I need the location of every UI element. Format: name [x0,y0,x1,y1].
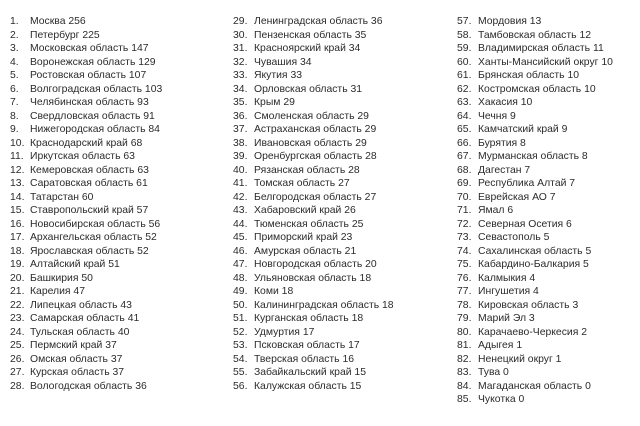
list-item-text: Белгородская область 27 [254,191,377,203]
list-item [457,177,613,191]
list-item-number: 51 . [233,312,254,326]
list-item [10,353,162,367]
list-item-text: Тува 0 [478,367,509,378]
list-column-2 [233,15,394,393]
list-item-text: Приморский край 23 [254,232,353,243]
list-item-text: Башкирия 50 [30,272,93,284]
list-item [233,339,394,353]
list-item-number: 42 . [233,191,254,205]
list-item-number: 24 . [10,326,30,340]
list-item-text: Волгоградская область 103 [30,83,163,95]
list-item [233,191,394,205]
list-item-number: 44 . [233,218,254,232]
list-item [10,366,162,380]
list-item [10,299,162,313]
list-item [233,150,394,164]
list-item-number: 8 . [10,110,30,124]
list-item [233,245,394,259]
list-item [10,123,162,137]
list-item-text: Пензенская область 35 [254,29,367,41]
list-item [10,218,162,232]
list-item [457,353,613,367]
list-item-text: Астраханская область 29 [254,124,377,135]
list-item-text: Калужская область 15 [254,380,362,392]
list-item-text: Забайкальский край 15 [254,367,366,378]
list-item [10,380,162,394]
list-item-number: 78 . [457,299,478,313]
list-item [457,69,613,83]
list-item [10,204,162,218]
list-item-number: 45 . [233,231,254,245]
list-item-text: Саратовская область 61 [30,178,148,189]
list-item-number: 7 . [10,96,30,110]
list-item-text: Калининградская область 18 [254,299,394,311]
list-item [457,42,613,56]
list-item-text: Карачаево-Черкесия 2 [478,326,587,338]
list-item [233,258,394,272]
list-item-number: 82 . [457,353,478,367]
list-item [457,164,613,178]
list-item-text: Ставропольский край 57 [30,205,149,216]
list-item [457,29,613,43]
list-item-number: 13 . [10,177,30,191]
list-item-number: 55 . [233,366,254,380]
list-item-text: Еврейская АО 7 [478,191,556,203]
list-item-text: Хакасия 10 [478,97,533,108]
list-item [457,299,613,313]
list-item [457,15,613,29]
list-item-text: Красноярский край 34 [254,43,361,54]
list-item [233,29,394,43]
list-item-number: 77 . [457,285,478,299]
list-item [233,380,394,394]
list-item-number: 31 . [233,42,254,56]
list-item-text: Хабаровский край 26 [254,205,356,216]
list-item-number: 46 . [233,245,254,259]
list-item-text: Ростовская область 107 [30,70,147,81]
list-item-number: 64 . [457,110,478,124]
list-item-text: Иркутская область 63 [30,151,135,162]
list-item-number: 21 . [10,285,30,299]
list-item-text: Смоленская область 29 [254,110,369,122]
list-item-number: 48 . [233,272,254,286]
list-item-text: Омская область 37 [30,353,123,365]
list-item [10,83,162,97]
list-item-text: Чечня 9 [478,110,516,122]
list-item [233,218,394,232]
list-item [457,285,613,299]
list-item-number: 5 . [10,69,30,83]
list-item [457,218,613,232]
list-item-text: Новосибирская область 56 [30,218,161,230]
list-item-text: Карелия 47 [30,286,85,297]
list-item-number: 72 . [457,218,478,232]
list-item-number: 67 . [457,150,478,164]
list-item-text: Ненецкий округ 1 [478,353,562,365]
list-item [233,177,394,191]
list-item-text: Тюменская область 25 [254,218,364,230]
list-item-text: Курганская область 18 [254,313,364,324]
list-item [457,83,613,97]
list-item [457,258,613,272]
list-item [233,272,394,286]
list-item-text: Ямал 6 [478,205,514,216]
list-item-text: Сахалинская область 5 [478,245,592,257]
list-item [457,96,613,110]
list-item [233,326,394,340]
list-item [233,231,394,245]
list-item [10,15,162,29]
list-item [457,312,613,326]
list-item-text: Рязанская область 28 [254,164,360,176]
list-item [233,137,394,151]
list-item-number: 83 . [457,366,478,380]
list-item-number: 23 . [10,312,30,326]
list-item-number: 28 . [10,380,30,394]
list-item [233,110,394,124]
list-item [457,56,613,70]
list-item [10,312,162,326]
list-item-text: Северная Осетия 6 [478,218,572,230]
list-item-text: Ярославская область 52 [30,245,149,257]
list-item [457,231,613,245]
list-item-text: Амурская область 21 [254,245,357,257]
list-item-number: 32 . [233,56,254,70]
list-item-text: Оренбургская область 28 [254,151,377,162]
list-item [457,326,613,340]
list-item [233,42,394,56]
list-item [10,164,162,178]
list-item-text: Кемеровская область 63 [30,164,149,176]
list-item-number: 4 . [10,56,30,70]
list-item-text: Петербург 225 [30,29,100,41]
list-item-number: 29 . [233,15,254,29]
list-item-text: Новгородская область 20 [254,259,377,270]
list-item-number: 14 . [10,191,30,205]
list-item-text: Нижегородская область 84 [30,124,160,135]
list-item-text: Ханты-Мансийский округ 10 [478,56,613,68]
list-item-text: Краснодарский край 68 [30,137,143,149]
list-item-number: 10 . [10,137,30,151]
list-item-number: 84 . [457,380,478,394]
list-item [457,380,613,394]
list-item-number: 39 . [233,150,254,164]
list-item-number: 65 . [457,123,478,137]
list-item-number: 9 . [10,123,30,137]
list-item [233,312,394,326]
list-item-number: 60 . [457,56,478,70]
list-item-number: 36 . [233,110,254,124]
list-item-number: 71 . [457,204,478,218]
list-item-text: Челябинская область 93 [30,97,149,108]
list-item-number: 35 . [233,96,254,110]
list-item [10,110,162,124]
list-item-number: 34 . [233,83,254,97]
list-item-text: Московская область 147 [30,43,149,54]
list-item-text: Свердловская область 91 [30,110,155,122]
list-item-number: 1 . [10,15,30,29]
list-item-number: 22 . [10,299,30,313]
list-item-text: Самарская область 41 [30,313,140,324]
list-item [10,42,162,56]
list-item [10,69,162,83]
list-item-number: 59 . [457,42,478,56]
list-item-number: 38 . [233,137,254,151]
list-item-number: 79 . [457,312,478,326]
list-item-text: Камчатский край 9 [478,124,568,135]
list-item [457,272,613,286]
list-item [10,150,162,164]
list-column-1 [10,15,162,393]
list-item-number: 85 . [457,393,478,407]
list-item-text: Москва 256 [30,16,86,27]
list-item [233,285,394,299]
list-item-text: Вологодская область 36 [30,380,147,392]
list-item [10,191,162,205]
list-item-number: 81 . [457,339,478,353]
list-item [233,299,394,313]
list-item [10,326,162,340]
list-item [457,191,613,205]
list-item-number: 41 . [233,177,254,191]
list-item-number: 43 . [233,204,254,218]
list-column-3 [457,15,613,407]
list-item-text: Ульяновская область 18 [254,272,372,284]
list-item-text: Ленинградская область 36 [254,16,383,27]
list-item-text: Курская область 37 [30,367,125,378]
list-item [457,110,613,124]
list-item-number: 50 . [233,299,254,313]
list-item-text: Тамбовская область 12 [478,29,591,41]
list-item-text: Республика Алтай 7 [478,178,576,189]
list-item-number: 15 . [10,204,30,218]
list-item [457,366,613,380]
list-item-text: Чувашия 34 [254,56,312,68]
list-item-number: 33 . [233,69,254,83]
list-item-number: 70 . [457,191,478,205]
list-item-text: Тверская область 16 [254,353,355,365]
list-item [233,83,394,97]
list-item-text: Воронежская область 129 [30,56,156,68]
list-item-number: 12 . [10,164,30,178]
list-item [10,245,162,259]
list-item [233,96,394,110]
list-item-number: 53 . [233,339,254,353]
list-item [233,164,394,178]
list-item-number: 37 . [233,123,254,137]
list-item [233,56,394,70]
list-item-text: Ивановская область 29 [254,137,367,149]
list-item-number: 30 . [233,29,254,43]
list-item [233,69,394,83]
list-item [10,285,162,299]
list-item-number: 62 . [457,83,478,97]
list-item-text: Тульская область 40 [30,326,130,338]
list-item [10,56,162,70]
list-item-number: 61 . [457,69,478,83]
list-item-number: 69 . [457,177,478,191]
list-item-text: Крым 29 [254,97,295,108]
list-item-number: 17 . [10,231,30,245]
list-item-text: Адыгея 1 [478,340,523,351]
list-item-number: 68 . [457,164,478,178]
list-item [10,272,162,286]
list-item [10,258,162,272]
list-item-number: 11 . [10,150,30,164]
list-item [457,123,613,137]
list-item-text: Орловская область 31 [254,83,363,95]
list-item [233,366,394,380]
list-item-text: Татарстан 60 [30,191,94,203]
list-item [233,204,394,218]
list-item-text: Томская область 27 [254,178,350,189]
list-item-number: 54 . [233,353,254,367]
list-item-number: 75 . [457,258,478,272]
list-item-number: 80 . [457,326,478,340]
list-item [233,15,394,29]
list-item-number: 66 . [457,137,478,151]
list-item-number: 25 . [10,339,30,353]
list-item-number: 49 . [233,285,254,299]
list-item [457,245,613,259]
list-item-text: Мурманская область 8 [478,151,588,162]
list-item [10,231,162,245]
list-item-number: 56 . [233,380,254,394]
list-item-text: Псковская область 17 [254,340,360,351]
list-item-text: Кабардино-Балкария 5 [478,259,589,270]
list-item [10,339,162,353]
list-item-text: Кировская область 3 [478,299,579,311]
list-item-text: Пермский край 37 [30,340,117,351]
list-item [10,96,162,110]
list-item-number: 76 . [457,272,478,286]
list-item-number: 63 . [457,96,478,110]
list-item-number: 18 . [10,245,30,259]
list-item-number: 20 . [10,272,30,286]
list-item-text: Мордовия 13 [478,16,542,27]
list-item [233,123,394,137]
list-item-text: Архангельская область 52 [30,232,157,243]
list-item-text: Алтайский край 51 [30,259,120,270]
list-item [457,150,613,164]
list-item-text: Севастополь 5 [478,232,550,243]
list-item-text: Липецкая область 43 [30,299,132,311]
list-item-number: 52 . [233,326,254,340]
list-item-text: Удмуртия 17 [254,326,315,338]
list-item [10,177,162,191]
list-item [457,137,613,151]
list-item-text: Ингушетия 4 [478,286,539,297]
list-item [457,393,613,407]
list-item-number: 47 . [233,258,254,272]
list-item-text: Коми 18 [254,286,294,297]
list-item-number: 58 . [457,29,478,43]
list-item-number: 74 . [457,245,478,259]
list-item-text: Калмыкия 4 [478,272,536,284]
list-item-text: Брянская область 10 [478,70,580,81]
list-item-number: 19 . [10,258,30,272]
list-item [233,353,394,367]
list-item [457,204,613,218]
list-item-text: Владимирская область 11 [478,43,604,54]
list-item-text: Магаданская область 0 [478,380,591,392]
list-item-number: 26 . [10,353,30,367]
list-item [10,29,162,43]
list-item-text: Бурятия 8 [478,137,526,149]
list-item-number: 27 . [10,366,30,380]
list-item-number: 57 . [457,15,478,29]
list-item-number: 6 . [10,83,30,97]
list-item-number: 2 . [10,29,30,43]
list-item-text: Чукотка 0 [478,394,525,405]
list-item-number: 40 . [233,164,254,178]
list-item-text: Марий Эл 3 [478,313,535,324]
list-item [457,339,613,353]
list-item [10,137,162,151]
list-item-text: Костромская область 10 [478,83,596,95]
list-item-text: Якутия 33 [254,70,302,81]
list-item-number: 16 . [10,218,30,232]
list-item-text: Дагестан 7 [478,164,531,176]
list-item-number: 3 . [10,42,30,56]
list-item-number: 73 . [457,231,478,245]
